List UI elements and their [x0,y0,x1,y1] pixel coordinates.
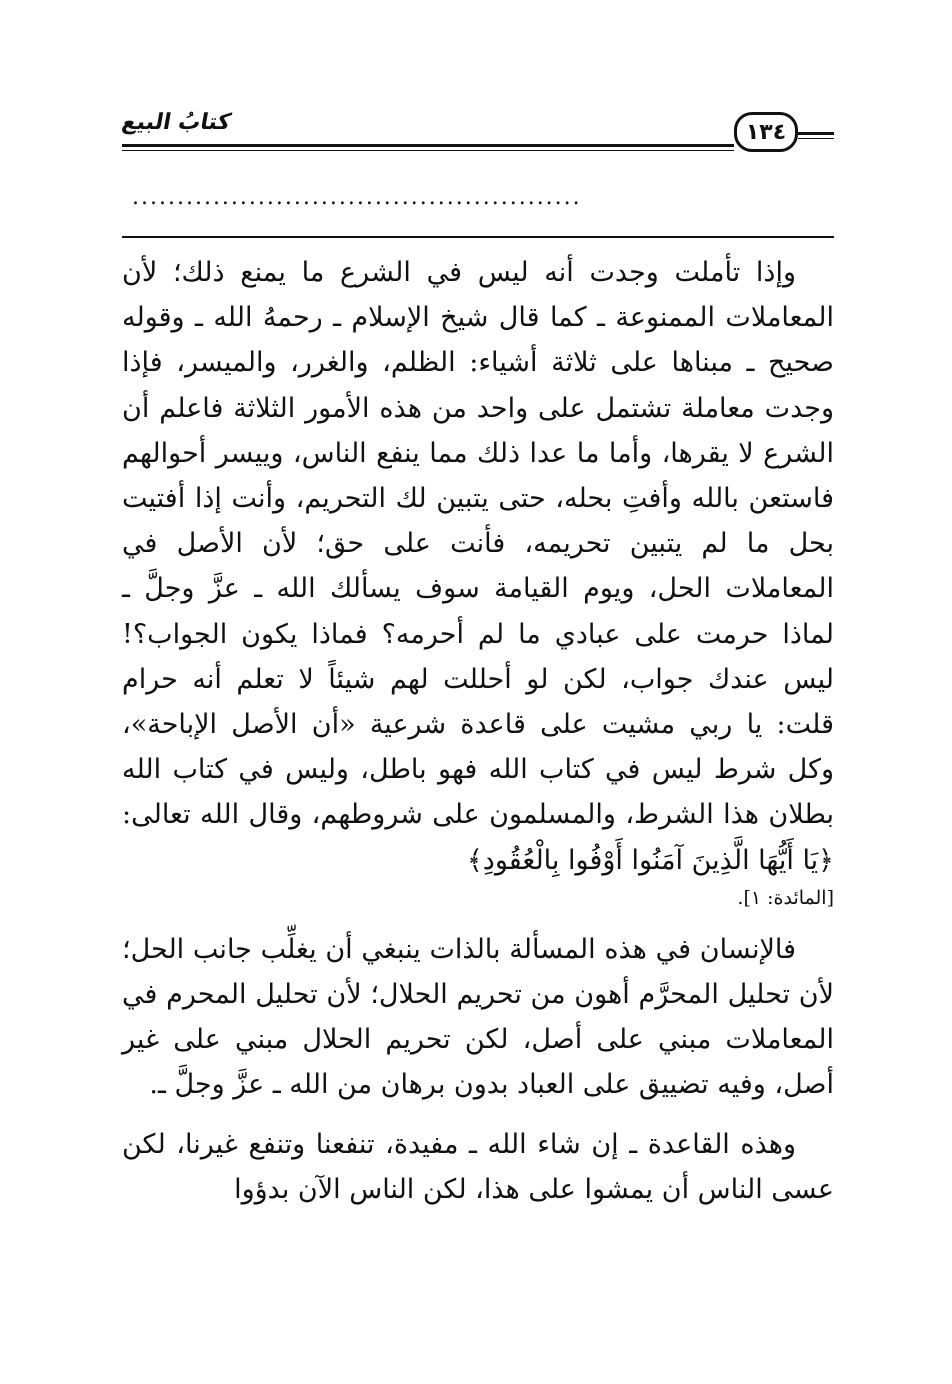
header-rule-top [122,144,734,147]
header-rule-bottom [122,150,734,151]
main-text [122,250,834,1212]
paragraph-3: وهذه القاعدة ـ إن شاء الله ـ مفيدة، تنفعنا وتنفع غيرنا، لكن عسى الناس أن يمشوا على هذا، لكن الناس الآن بدؤوا [122,1128,834,1205]
paragraph-1: وإذا تأملت وجدت أنه ليس في الشرع ما يمنع ذلك؛ لأن المعاملات الممنوعة ـ كما قال شيخ الإسلام ـ رحمهُ الله ـ وقوله صحيح ـ مبناها على ثلاثة أشياء: الظلم، والغرر، والميسر، فإذا وجدت معاملة تشتمل على واحد من هذه الأمور الثلاثة فاعلم أن الشرع لا يقرها، وأما ما عدا ذلك مما ينفع الناس، وييسر أحوالهم فاستعن بالله وأفتِ بحله، حتى يتبين لك التحريم، وأنت إذا أفتيت بحل ما لم يتبين تحريمه، فأنت على حق؛ لأن الأصل في المعاملات الحل، ويوم القيامة سوف يسألك الله ـ عزَّ وجلَّ ـ لماذا حرمت على عبادي ما لم أحرمه؟ فماذا يكون الجواب؟! ليس عندك جواب، لكن لو أحللت لهم شيئاً لا تعلم أنه حرام قلت: يا ربي مشيت على قاعدة شرعية «أن الأصل الإباحة»، وكل شرط ليس في كتاب الله فهو باطل، وليس في كتاب الله بطلان هذا الشرط، والمسلمون على شروطهم، وقال الله تعالى: ﴿يَا أَيُّهَا الَّذِينَ آمَنُوا أَوْفُوا بِالْعُقُودِ﴾ [122,257,834,876]
dotted-separator: .................................................. [132,186,582,210]
header-rule-right-bottom [798,138,834,139]
separator-line [122,236,834,238]
page-number: ١٣٤ [734,112,798,152]
paragraph-2: فالإنسان في هذه المسألة بالذات ينبغي أن يغلِّب جانب الحل؛ لأن تحليل المحرَّم أهون من تحريم الحلال؛ لأن تحليل المحرم في المعاملات مبني على أصل، لكن تحريم الحلال مبني على غير أصل، وفيه تضييق على العباد بدون برهان من الله ـ عزَّ وجلَّ ـ. [122,933,834,1101]
header-rule-right-top [798,132,834,135]
page-header [119,108,834,158]
chapter-title: كتابُ البيع [119,110,233,135]
quran-citation: [المائدة: ١]. [737,886,834,909]
